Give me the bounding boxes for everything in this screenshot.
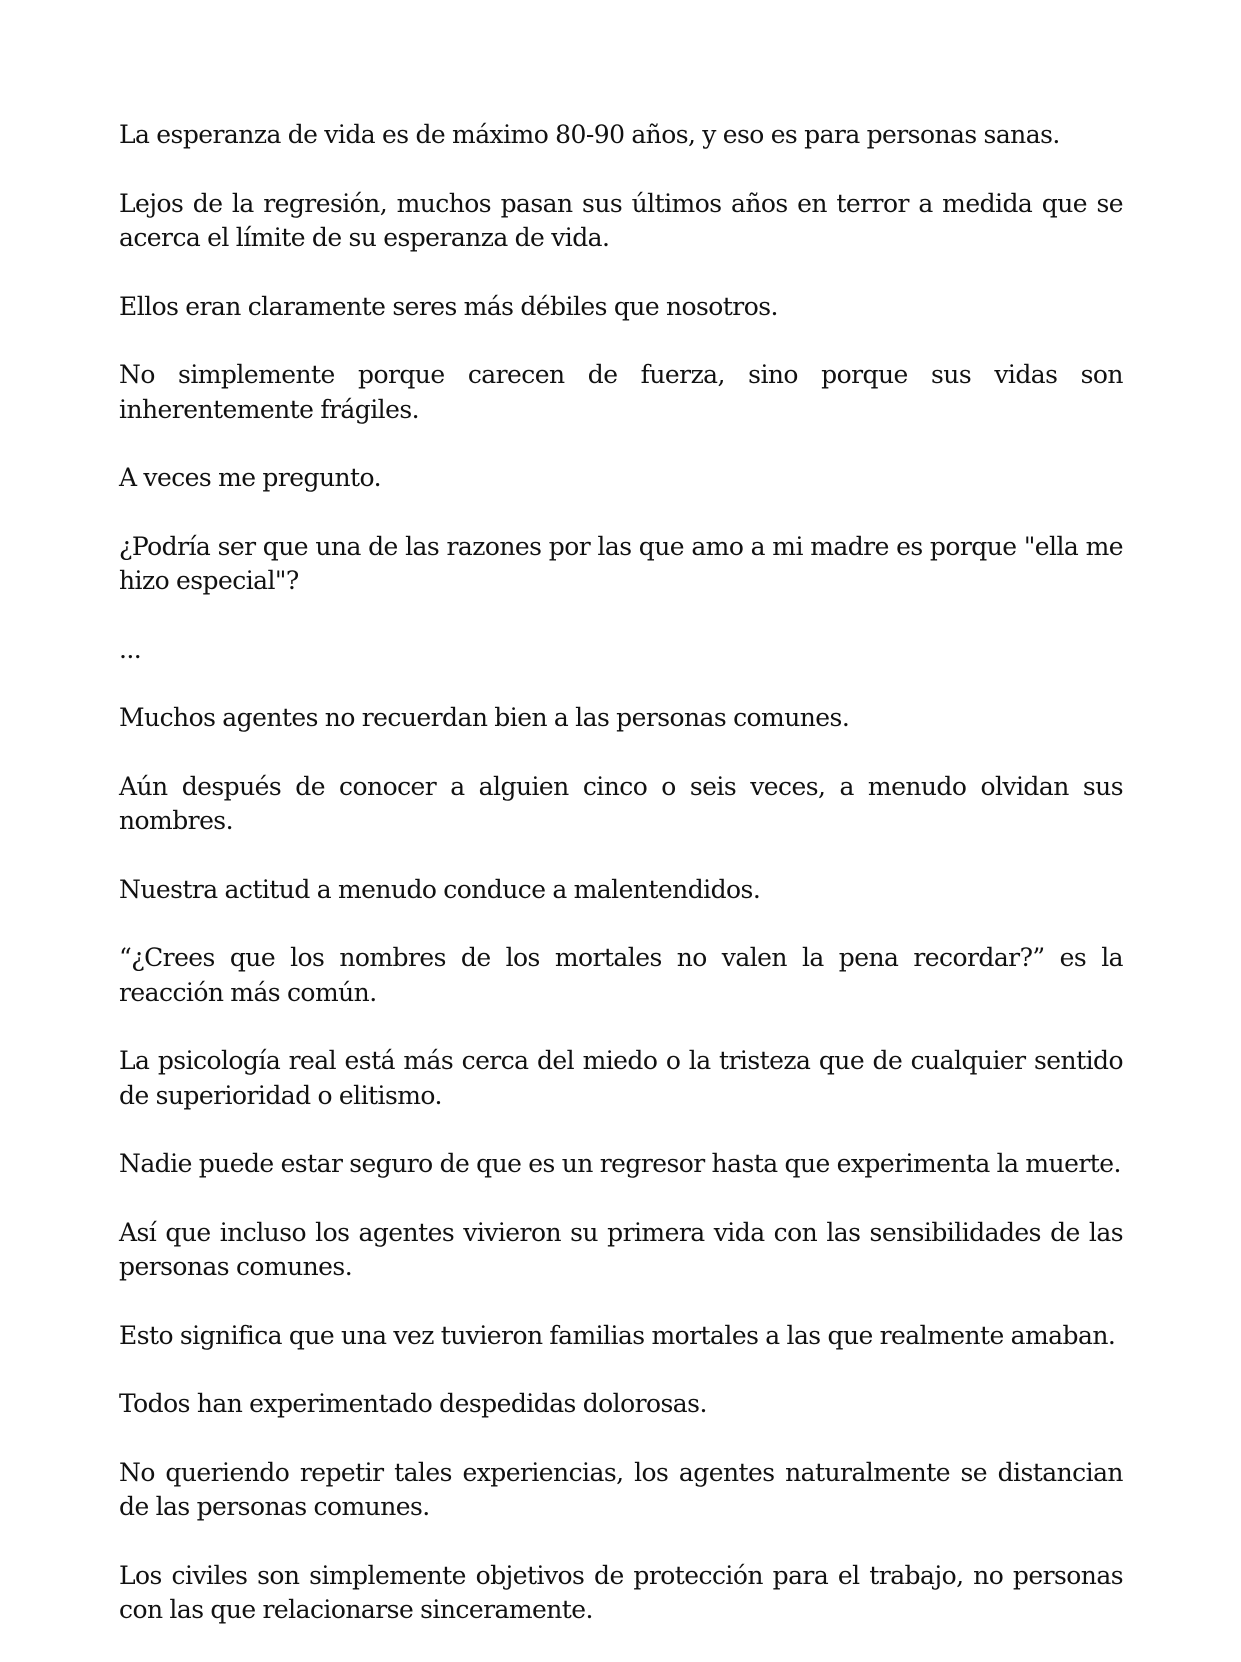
paragraph: Nuestra actitud a menudo conduce a malentendidos.	[119, 874, 761, 904]
paragraph: “¿Crees que los nombres de los mortales no valen la pena recordar?” es la reacción más común.	[119, 943, 1123, 1007]
paragraph: Ellos eran claramente seres más débiles que nosotros.	[119, 291, 778, 321]
paragraph: ¿Podría ser que una de las razones por las que amo a mi madre es porque "ella me hizo especial"?	[119, 531, 1123, 595]
paragraph: A veces me pregunto.	[119, 463, 381, 492]
paragraph: Muchos agentes no recuerdan bien a las personas comunes.	[119, 703, 850, 732]
paragraph: Así que incluso los agentes vivieron su primera vida con las sensibilidades de las personas comunes.	[119, 1217, 1123, 1281]
paragraph: Nadie puede estar seguro de que es un regresor hasta que experimenta la muerte.	[119, 1149, 1121, 1178]
paragraph: Los civiles son simplemente objetivos de protección para el trabajo, no personas con las que relacionarse sinceramente.	[119, 1560, 1123, 1624]
paragraph: Esto significa que una vez tuvieron familias mortales a las que realmente amaban.	[119, 1320, 1116, 1350]
paragraph: Todos han experimentado despedidas dolorosas.	[119, 1389, 707, 1418]
paragraph-ellipsis: ...	[119, 634, 142, 664]
paragraph: Aún después de conocer a alguien cinco o seis veces, a menudo olvidan sus nombres.	[119, 771, 1123, 835]
paragraph: La esperanza de vida es de máximo 80-90 años, y eso es para personas sanas.	[119, 120, 1060, 149]
paragraph: No simplemente porque carecen de fuerza, sino porque sus vidas son inherentemente frágiles.	[119, 360, 1123, 424]
paragraph: No queriendo repetir tales experiencias, los agentes naturalmente se distancian de las personas comunes.	[119, 1457, 1123, 1521]
paragraph: Lejos de la regresión, muchos pasan sus últimos años en terror a medida que se acerca el límite de su esperanza de vida.	[119, 188, 1123, 252]
document-page	[119, 118, 1123, 1662]
paragraph: La psicología real está más cerca del miedo o la tristeza que de cualquier sentido de superioridad o elitismo.	[119, 1046, 1123, 1110]
